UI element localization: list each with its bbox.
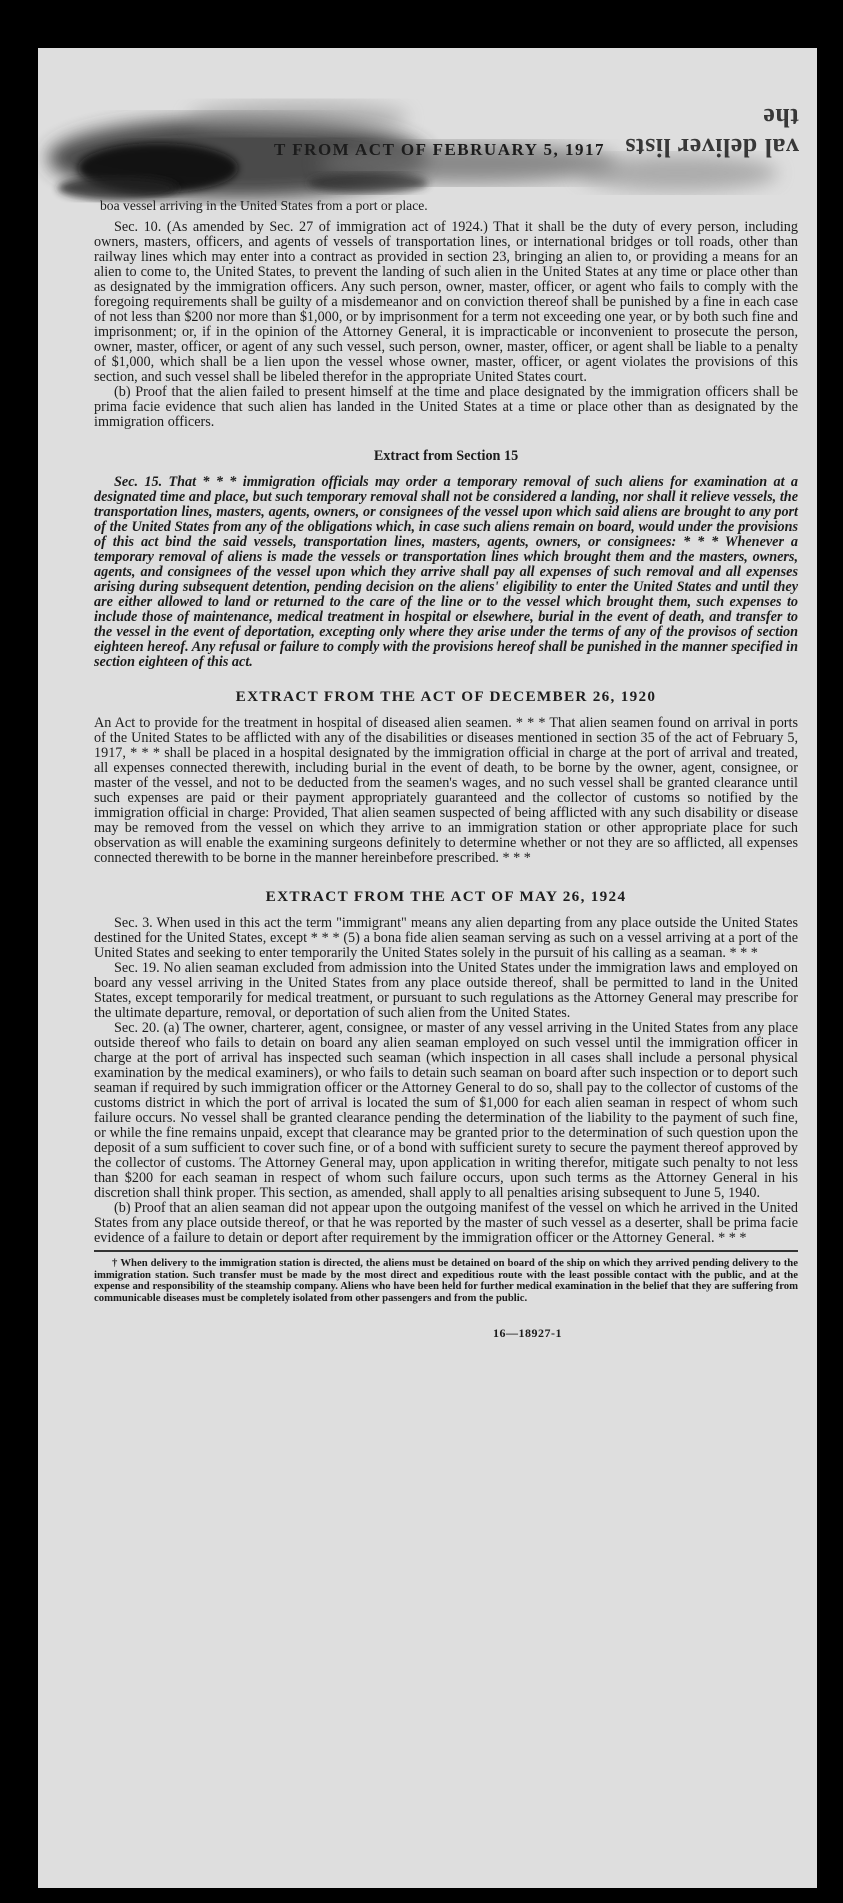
sec-20b-paragraph: (b) Proof that an alien seaman did not appear upon the outgoing manifest of the vessel on which he arrived in the United States from any place outside thereof, or that he was reported by the master of such vessel as a deserter, shall be prima facie evidence of a failure to detain or deport after requirement by the immigration officer or the Attorney General. * * * [94, 1200, 798, 1246]
document-page [38, 48, 817, 1888]
footnote-divider [94, 1250, 798, 1252]
document-body [94, 220, 798, 1341]
act-1920-heading: EXTRACT FROM THE ACT OF DECEMBER 26, 1920 [235, 688, 657, 705]
section-10-b-paragraph: (b) Proof that the alien failed to present himself at the time and place designated by the immigration officers shall be prima facie evidence that such alien has landed in the United States at a time or place other than as designated by the immigration officers. [94, 384, 798, 430]
mirrored-header-text: val deliver lists the [624, 103, 799, 162]
section-15-heading: Extract from Section 15 [373, 448, 519, 464]
act-1924-heading: EXTRACT FROM THE ACT OF MAY 26, 1924 [265, 888, 627, 905]
sec-20a-paragraph: Sec. 20. (a) The owner, charterer, agent, consignee, or master of any vessel arriving in the United States from any place outside thereof who fails to detain on board any alien seaman employed on such vessel until the immigration officer in charge at the port of arrival has inspected such seaman (which inspection in all cases shall include a personal physical examination by the medical examiners), or who fails to detain such seaman on board after such inspection or to deport such seaman if required by such immigration officer or the Attorney General to do so, shall pay to the collector of customs of the customs district in which the port of arrival is located the sum of $1,000 for each alien seaman in respect of whom such failure occurs. No vessel shall be granted clearance pending the determination of the liability to the payment of such fine, or while the fine remains unpaid, except that clearance may be granted prior to the determination of such question upon the deposit of a sum sufficient to cover such fine, or of a bond with sufficient surety to secure the payment thereof approved by the collector of customs. The Attorney General may, upon application in writing therefor, mitigate such penalty to not less than $200 for each seaman in respect of whom such failure occurs, upon such terms as the Attorney General in his discretion shall think proper. This section, as amended, shall apply to all penalties arising subsequent to June 5, 1940. [94, 1020, 798, 1201]
section-10-paragraph: Sec. 10. (As amended by Sec. 27 of immigration act of 1924.) That it shall be the duty of every person, including owners, masters, officers, and agents of vessels of transportation lines, or international bridges or toll roads, other than railway lines which may enter into a contract as provided in section 23, bringing an alien to, or providing a means for an alien to come to, the United States, to prevent the landing of such alien in the United States at any time or place other than as designated by the immigration officers. Any such person, owner, master, officer, or agent who fails to comply with the foregoing requirements shall be guilty of a misdemeanor and on conviction thereof shall be punished by a fine in each case of not less than $200 nor more than $1,000, or by imprisonment for a term not exceeding one year, or by both such fine and imprisonment; or, if in the opinion of the Attorney General, it is impracticable or inconvenient to prosecute the person, owner, master, officer, or agent of any such vessel, such person, owner, master, officer, or agent shall be liable to a penalty of $1,000, which shall be a lien upon the vessel whose owner, master, officer, or agent violates the provisions of this section, and such vessel shall be libeled therefor in the appropriate United States court. [94, 219, 798, 385]
section-15-paragraph: Sec. 15. That * * * immigration officials may order a temporary removal of such aliens for examination at a designated time and place, but such temporary removal shall not be considered a landing, nor shall it relieve vessels, the transportation lines, masters, agents, owners, or consignees of the vessel upon which said aliens are brought to any port of the United States from any of the obligations which, in case such aliens remain on board, would under the provisions of this act bind the said vessels, transportation lines, masters, agents, owners, or consignees: * * * Whenever a temporary removal of aliens is made the vessels or transportation lines which brought them and the masters, owners, agents, and consignees of the vessel upon which they arrive shall pay all expenses of such removal and all expenses arising during subsequent detention, pending decision on the aliens' eligibility to enter the United States and until they are either allowed to land or returned to the care of the line or to the vessel which brought them, such expenses to include those of maintenance, medical treatment in hospital or elsewhere, burial in the event of death, and transfer to the vessel in the event of deportation, excepting only where they arise under the terms of any of the provisos of section eighteen hereof. Any refusal or failure to comply with the provisions hereof shall be punished in the manner specified in section eighteen of this act. [94, 474, 798, 670]
footnote: † When delivery to the immigration station is directed, the aliens must be detained on board of the ship on which they arrived pending delivery to the immigration station. Such transfer must be made by the most direct and expeditious route with the least possible contact with the public, and at the expense and responsibility of the steamship company. Aliens who have been held for further medical examination in the belief that they are suffering from communicable diseases must be completely isolated from other passengers and from the public. [94, 1257, 798, 1304]
act-title: T FROM ACT OF FEBRUARY 5, 1917 [274, 140, 606, 159]
sec-3-paragraph: Sec. 3. When used in this act the term "immigrant" means any alien departing from any place outside the United States destined for the United States, except * * * (5) a bona fide alien seaman serving as such on a vessel arriving at a port of the United States and seeking to enter temporarily the United States solely in the pursuit of his calling as a seaman. * * * [94, 915, 798, 961]
sec-19-paragraph: Sec. 19. No alien seaman excluded from admission into the United States under the immigration laws and employed on board any vessel arriving in the United States from any place outside thereof, shall be permitted to land in the United States, except temporarily for medical treatment, or pursuant to such regulations as the Attorney General may prescribe for the ultimate departure, removal, or deportation of such alien from the United States. [94, 960, 798, 1021]
form-number: 16—18927-1 [493, 1326, 562, 1341]
partial-line: boa vessel arriving in the United States from a port or place. [100, 198, 428, 213]
act-1920-paragraph: An Act to provide for the treatment in hospital of diseased alien seamen. * * * That alien seamen found on arrival in ports of the United States to be afflicted with any of the disabilities or diseases mentioned in section 35 of the act of February 5, 1917, * * * shall be placed in a hospital designated by the immigration official in charge at the port of arrival and treated, all expenses connected therewith, including burial in the event of death, to be borne by the owner, agent, consignee, or master of the vessel, and not to be deducted from the seamen's wages, and no such vessel shall be granted clearance until such expenses are paid or their payment appropriately guaranteed and the collector of customs so notified by the immigration official in charge: Provided, That alien seamen suspected of being afflicted with any such disability or disease may be removed from the vessel on which they arrive to an immigration station or other appropriate place for such observation as will enable the examining surgeons definitely to determine whether or not they are so afflicted, all expenses connected therewith to be borne in the manner hereinbefore prescribed. * * * [94, 715, 798, 866]
